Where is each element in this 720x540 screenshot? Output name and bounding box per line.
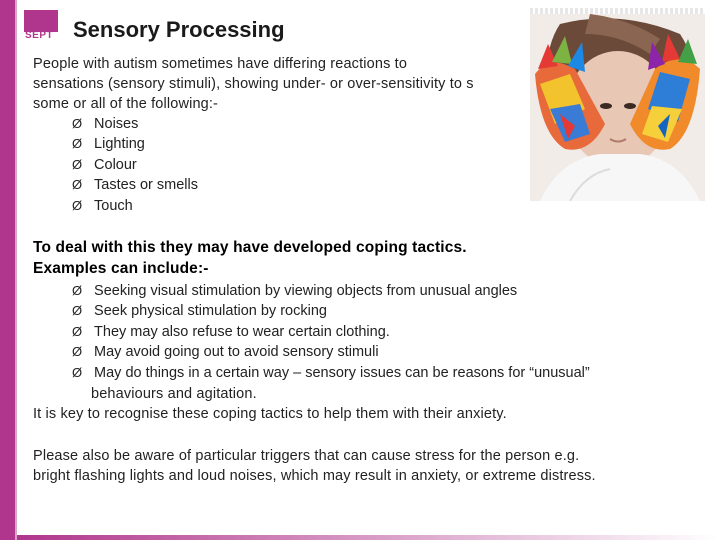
list-item-label: Seek physical stimulation by rocking: [94, 303, 327, 319]
intro-line-1: People with autism sometimes have differing reactions to: [33, 56, 408, 72]
list-item-label: May avoid going out to avoid sensory stimuli: [94, 344, 379, 360]
list-item: [72, 322, 390, 343]
list-item: [72, 342, 379, 363]
intro-line-3: some or all of the following:-: [33, 96, 219, 112]
list-item: [72, 175, 198, 196]
arrow-bullet-icon: Ø: [72, 177, 83, 192]
list-item-label: May do things in a certain way – sensory issues can be reasons for “unusual”: [94, 365, 590, 381]
list-item-label: Lighting: [94, 136, 145, 152]
list-item-label: Touch: [94, 198, 133, 214]
intro-line-2: sensations (sensory stimuli), showing under- or over-sensitivity to s: [33, 76, 474, 92]
bottom-accent-line: [17, 535, 720, 540]
arrow-bullet-icon: Ø: [72, 157, 83, 172]
list-item-label: Colour: [94, 157, 137, 173]
list-item-label: Tastes or smells: [94, 177, 198, 193]
left-accent-bar: [0, 0, 15, 540]
list-item: [72, 363, 590, 384]
page-title: Sensory Processing: [73, 17, 285, 42]
coping-heading-line-2: Examples can include:-: [33, 260, 209, 277]
arrow-bullet-icon: Ø: [72, 324, 83, 339]
arrow-bullet-icon: Ø: [72, 303, 83, 318]
list-item: [72, 155, 137, 176]
list-item: [72, 196, 133, 217]
list-item: [72, 301, 327, 322]
child-with-painted-hands-image: [530, 14, 705, 201]
coping-heading-line-1: To deal with this they may have developed coping tactics.: [33, 239, 467, 256]
arrow-bullet-icon: Ø: [72, 198, 83, 213]
list-item-continuation: behaviours and agitation.: [91, 386, 257, 402]
logo-text: SEPT: [25, 30, 54, 41]
left-accent-line: [15, 0, 17, 540]
triggers-line-2: bright flashing lights and loud noises, which may result in anxiety, or extreme distress.: [33, 468, 596, 484]
list-item-label: They may also refuse to wear certain clothing.: [94, 324, 390, 340]
arrow-bullet-icon: Ø: [72, 365, 83, 380]
list-item: [72, 281, 517, 302]
arrow-bullet-icon: Ø: [72, 136, 83, 151]
triggers-line-1: Please also be aware of particular triggers that can cause stress for the person e.g.: [33, 448, 580, 464]
sept-logo: [24, 10, 58, 40]
list-item-label: Noises: [94, 116, 139, 132]
arrow-bullet-icon: Ø: [72, 116, 83, 131]
arrow-bullet-icon: Ø: [72, 283, 83, 298]
list-item: [72, 114, 138, 135]
list-item-label: Seeking visual stimulation by viewing objects from unusual angles: [94, 283, 518, 299]
arrow-bullet-icon: Ø: [72, 344, 83, 359]
key-sentence: It is key to recognise these coping tactics to help them with their anxiety.: [33, 406, 507, 422]
logo-box: [24, 10, 58, 32]
list-item: [72, 134, 145, 155]
